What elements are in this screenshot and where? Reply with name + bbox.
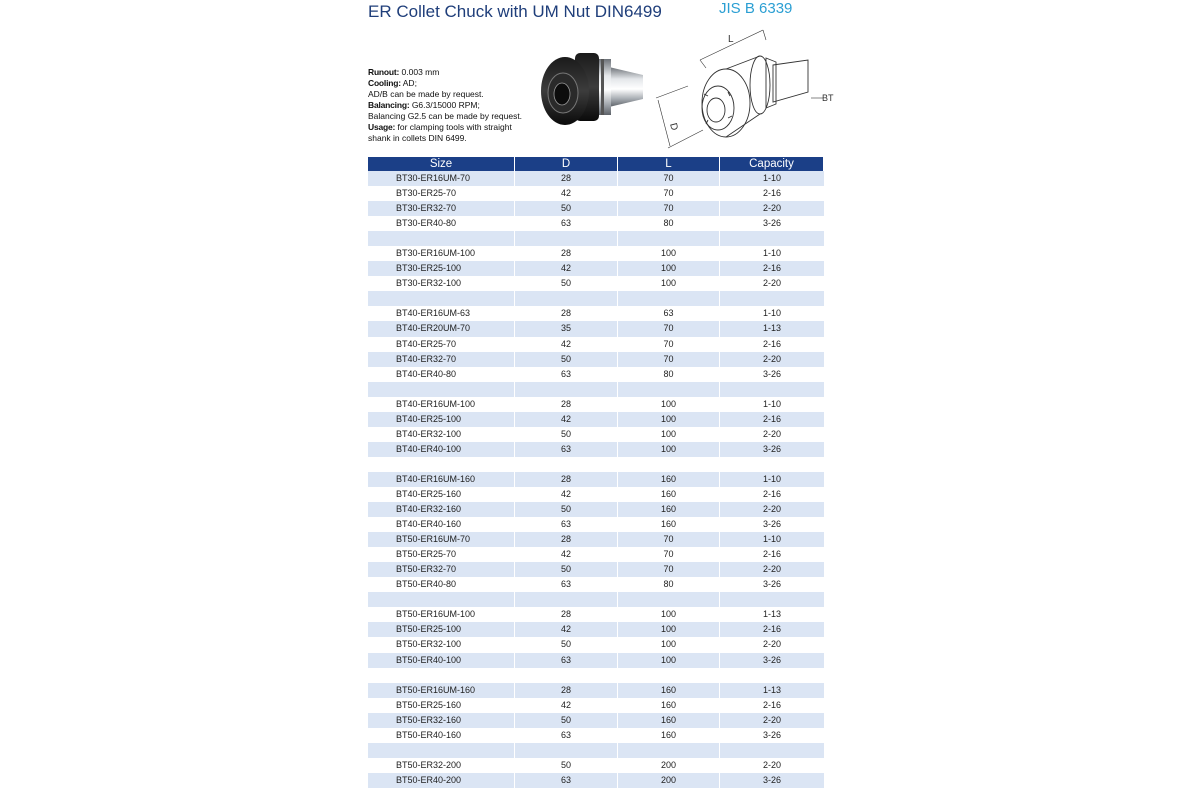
cell-size: BT50-ER40-200 — [368, 773, 515, 788]
cell-d: 42 — [515, 261, 618, 276]
cell-size — [368, 457, 515, 472]
cell-d: 50 — [515, 637, 618, 652]
cell-l — [618, 231, 720, 246]
cell-d — [515, 592, 618, 607]
cell-size: BT50-ER40-100 — [368, 653, 515, 668]
cell-size: BT40-ER16UM-100 — [368, 397, 515, 412]
spec-line — [368, 122, 548, 133]
spec-value: for clamping tools with straight — [395, 122, 512, 132]
cell-size: BT50-ER40-80 — [368, 577, 515, 592]
cell-d: 63 — [515, 728, 618, 743]
cell-l: 160 — [618, 502, 720, 517]
cell-l: 100 — [618, 397, 720, 412]
cell-l: 100 — [618, 622, 720, 637]
cell-d: 50 — [515, 427, 618, 442]
cell-size — [368, 743, 515, 758]
cell-size: BT30-ER32-70 — [368, 201, 515, 216]
cell-l: 80 — [618, 577, 720, 592]
cell-capacity: 2-20 — [720, 502, 824, 517]
spec-label: Cooling: — [368, 78, 401, 88]
cell-size: BT30-ER32-100 — [368, 276, 515, 291]
cell-d: 28 — [515, 397, 618, 412]
cell-d: 63 — [515, 216, 618, 231]
spec-value: Balancing G2.5 can be made by request. — [368, 111, 523, 121]
cell-capacity: 2-16 — [720, 412, 824, 427]
cell-capacity: 2-20 — [762, 428, 781, 439]
cell-l: 80 — [618, 216, 720, 231]
dimension-label-d: D — [667, 121, 680, 132]
cell-d: 42 — [515, 487, 618, 502]
cell-l: 80 — [618, 367, 720, 382]
cell-l: 63 — [618, 306, 720, 321]
cell-l: 160 — [618, 487, 720, 502]
cell-size: BT40-ER25-160 — [368, 487, 515, 502]
cell-capacity: 1-10 — [762, 248, 781, 259]
cell-d — [515, 743, 618, 758]
cell-size: BT30-ER25-70 — [368, 186, 515, 201]
product-photo — [535, 37, 655, 137]
spec-value: G6.3/15000 RPM; — [409, 100, 480, 110]
cell-d: 42 — [515, 412, 618, 427]
cell-l: 160 — [618, 728, 720, 743]
cell-l: 70 — [618, 352, 720, 367]
cell-size: BT40-ER40-160 — [368, 517, 515, 532]
cell-capacity — [720, 291, 824, 306]
cell-l: 100 — [618, 246, 720, 261]
spec-value: 0.003 mm — [399, 67, 440, 77]
cell-l: 70 — [618, 532, 720, 547]
cell-size — [368, 382, 515, 397]
cell-d: 42 — [515, 186, 618, 201]
cell-l: 70 — [618, 171, 720, 186]
cell-size: BT40-ER16UM-160 — [368, 472, 515, 487]
cell-capacity: 3-26 — [762, 519, 781, 530]
cell-l: 70 — [618, 321, 720, 336]
cell-size: BT50-ER25-100 — [368, 622, 515, 637]
cell-capacity: 3-26 — [762, 729, 781, 740]
cell-capacity: 1-10 — [720, 472, 824, 487]
cell-size: BT50-ER32-160 — [368, 713, 515, 728]
cell-l: 100 — [618, 653, 720, 668]
cell-l — [618, 382, 720, 397]
cell-d: 28 — [515, 246, 618, 261]
cell-capacity: 2-16 — [762, 338, 781, 349]
cell-l: 200 — [618, 758, 720, 773]
cell-size: BT30-ER16UM-70 — [368, 171, 515, 186]
cell-l: 70 — [618, 201, 720, 216]
cell-l: 70 — [618, 186, 720, 201]
spec-line — [368, 78, 548, 89]
cell-size: BT40-ER16UM-63 — [368, 306, 515, 321]
cell-d: 50 — [515, 758, 618, 773]
cell-size: BT30-ER25-100 — [368, 261, 515, 276]
cell-d: 42 — [515, 337, 618, 352]
standard-label: JIS B 6339 — [719, 0, 793, 17]
cell-l: 160 — [618, 683, 720, 698]
cell-capacity: 1-10 — [720, 171, 824, 186]
cell-capacity: 3-26 — [720, 653, 824, 668]
cell-l: 160 — [618, 472, 720, 487]
cell-l: 200 — [618, 773, 720, 788]
cell-l: 160 — [618, 698, 720, 713]
cell-capacity: 3-26 — [762, 579, 781, 590]
cell-l: 70 — [618, 337, 720, 352]
cell-size: BT50-ER16UM-100 — [368, 607, 515, 622]
cell-d: 63 — [515, 577, 618, 592]
cell-l — [618, 592, 720, 607]
spec-value: AD/B can be made by request. — [368, 89, 484, 99]
spec-value: AD; — [400, 78, 417, 88]
cell-size: BT40-ER32-160 — [368, 502, 515, 517]
cell-l — [618, 457, 720, 472]
cell-size — [368, 291, 515, 306]
cell-size — [368, 231, 515, 246]
cell-capacity: 2-20 — [720, 713, 824, 728]
cell-capacity — [720, 592, 824, 607]
cell-d — [515, 231, 618, 246]
spec-label: Usage: — [368, 122, 396, 132]
cell-capacity — [720, 231, 824, 246]
cell-capacity: 1-10 — [762, 308, 781, 319]
cell-capacity: 2-20 — [762, 278, 781, 289]
cell-l: 100 — [618, 607, 720, 622]
cell-capacity — [720, 668, 824, 683]
cell-size — [368, 668, 515, 683]
cell-l — [618, 291, 720, 306]
cell-capacity: 1-13 — [762, 609, 781, 620]
cell-d: 63 — [515, 653, 618, 668]
cell-size: BT40-ER32-70 — [368, 352, 515, 367]
cell-size: BT30-ER40-80 — [368, 216, 515, 231]
cell-capacity: 2-16 — [720, 622, 824, 637]
cell-d: 28 — [515, 306, 618, 321]
cell-size: BT50-ER16UM-160 — [368, 683, 515, 698]
cell-capacity: 2-20 — [762, 759, 781, 770]
header-d: D — [515, 157, 618, 171]
cell-capacity — [720, 382, 824, 397]
cell-capacity: 3-26 — [720, 773, 824, 788]
cell-capacity: 2-20 — [720, 201, 824, 216]
cell-capacity: 1-13 — [720, 683, 824, 698]
cell-d: 28 — [515, 607, 618, 622]
cell-l: 100 — [618, 442, 720, 457]
spec-list — [368, 67, 548, 144]
cell-capacity: 2-16 — [762, 699, 781, 710]
cell-size: BT50-ER16UM-70 — [368, 532, 515, 547]
cell-size: BT40-ER32-100 — [368, 427, 515, 442]
cell-size: BT50-ER32-70 — [368, 562, 515, 577]
spec-line — [368, 111, 548, 122]
spec-line — [368, 67, 548, 78]
cell-size: BT50-ER25-70 — [368, 547, 515, 562]
cell-l: 100 — [618, 261, 720, 276]
cell-l: 160 — [618, 713, 720, 728]
cell-l: 100 — [618, 276, 720, 291]
cell-size: BT50-ER25-160 — [368, 698, 515, 713]
cell-l: 70 — [618, 547, 720, 562]
cell-d — [515, 291, 618, 306]
dimension-drawing — [648, 20, 838, 150]
page-title: ER Collet Chuck with UM Nut DIN6499 — [368, 2, 662, 21]
cell-size: BT40-ER20UM-70 — [368, 321, 515, 336]
cell-capacity — [720, 457, 824, 472]
header-capacity: Capacity — [720, 157, 824, 171]
cell-size: BT40-ER25-100 — [368, 412, 515, 427]
spec-line — [368, 100, 548, 111]
cell-d: 63 — [515, 517, 618, 532]
cell-capacity: 2-16 — [720, 261, 824, 276]
dimension-label-l: L — [728, 34, 734, 45]
cell-size — [368, 592, 515, 607]
spec-line — [368, 133, 548, 144]
cell-size: BT50-ER40-160 — [368, 728, 515, 743]
cell-d: 63 — [515, 367, 618, 382]
cell-d — [515, 382, 618, 397]
cell-d: 28 — [515, 683, 618, 698]
spec-value: shank in collets DIN 6499. — [368, 133, 467, 143]
cell-d: 42 — [515, 547, 618, 562]
cell-d — [515, 457, 618, 472]
cell-capacity: 3-26 — [720, 442, 824, 457]
cell-d: 50 — [515, 502, 618, 517]
cell-capacity: 1-10 — [720, 532, 824, 547]
cell-capacity: 2-20 — [720, 352, 824, 367]
cell-l: 100 — [618, 412, 720, 427]
cell-capacity: 2-16 — [762, 188, 781, 199]
cell-size: BT30-ER16UM-100 — [368, 246, 515, 261]
cell-l: 70 — [618, 562, 720, 577]
cell-d: 42 — [515, 622, 618, 637]
cell-d: 50 — [515, 352, 618, 367]
cell-d: 28 — [515, 171, 618, 186]
cell-l: 100 — [618, 427, 720, 442]
cell-d: 28 — [515, 472, 618, 487]
cell-d: 50 — [515, 276, 618, 291]
cell-d: 42 — [515, 698, 618, 713]
cell-capacity: 2-16 — [762, 549, 781, 560]
header-size: Size — [368, 157, 515, 171]
cell-d: 63 — [515, 773, 618, 788]
cell-capacity: 2-16 — [762, 488, 781, 499]
cell-capacity: 3-26 — [762, 218, 781, 229]
cell-capacity: 2-20 — [720, 562, 824, 577]
cell-d: 50 — [515, 713, 618, 728]
cell-size: BT40-ER25-70 — [368, 337, 515, 352]
cell-l — [618, 743, 720, 758]
cell-capacity: 1-10 — [762, 398, 781, 409]
cell-d: 35 — [515, 321, 618, 336]
dimension-label-bt: BT — [822, 93, 834, 103]
cell-d — [515, 668, 618, 683]
cell-d: 50 — [515, 201, 618, 216]
cell-capacity — [720, 743, 824, 758]
spec-line — [368, 89, 548, 100]
cell-size: BT50-ER32-100 — [368, 637, 515, 652]
cell-capacity: 1-13 — [720, 321, 824, 336]
cell-capacity: 2-20 — [762, 639, 781, 650]
cell-l: 160 — [618, 517, 720, 532]
cell-l: 100 — [618, 637, 720, 652]
cell-d: 63 — [515, 442, 618, 457]
spec-label: Runout: — [368, 67, 400, 77]
spec-label: Balancing: — [368, 100, 410, 110]
cell-size: BT50-ER32-200 — [368, 758, 515, 773]
cell-d: 50 — [515, 562, 618, 577]
header-l: L — [618, 157, 720, 171]
cell-d: 28 — [515, 532, 618, 547]
cell-size: BT40-ER40-100 — [368, 442, 515, 457]
cell-capacity: 3-26 — [762, 368, 781, 379]
cell-size: BT40-ER40-80 — [368, 367, 515, 382]
cell-l — [618, 668, 720, 683]
spec-table — [368, 157, 824, 788]
